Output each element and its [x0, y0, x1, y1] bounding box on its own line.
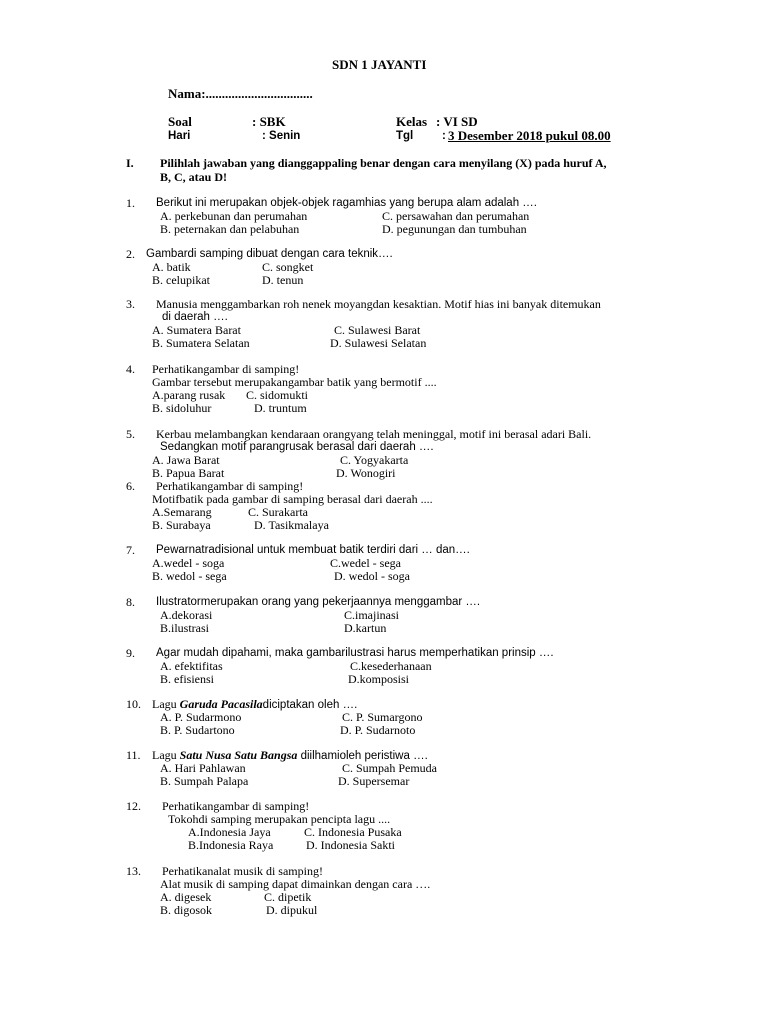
question-number: 1. [126, 196, 135, 210]
soal-label: Soal [168, 114, 192, 129]
option-d: D. Tasikmalaya [254, 518, 329, 532]
option-c: C.kesederhanaan [350, 659, 432, 673]
option-a: A. Jawa Barat [152, 453, 220, 467]
kelas-label: Kelas [396, 114, 428, 129]
option-c: C. Yogyakarta [340, 453, 409, 467]
option-a: A. digesek [160, 890, 212, 904]
option-d: D. Indonesia Sakti [306, 838, 395, 852]
tgl-label: Tgl [396, 130, 414, 142]
question-text-line2: di daerah …. [162, 311, 228, 323]
option-c: C. Sulawesi Barat [334, 323, 421, 337]
soal-value: : SBK [252, 114, 286, 129]
option-a: A.Indonesia Jaya [188, 825, 271, 839]
option-a: A.wedel - soga [152, 556, 225, 570]
option-d: D. tenun [262, 273, 304, 287]
option-c: C.imajinasi [344, 608, 399, 622]
option-d: D. P. Sudarnoto [340, 723, 416, 737]
option-a: A. perkebunan dan perumahan [160, 209, 308, 223]
question-text: Manusia menggambarkan roh nenek moyangdan kesaktian. Motif hias ini banyak ditemukan [156, 297, 601, 311]
song-title: Garuda Pacasila [179, 697, 263, 711]
hari-value: : Senin [262, 130, 301, 142]
option-a: A. Hari Pahlawan [160, 761, 246, 775]
question-text: Perhatikangambar di samping! [152, 362, 300, 376]
option-b: B. digosok [160, 903, 213, 917]
question-number: 9. [126, 646, 135, 660]
kelas-value: : VI SD [436, 114, 478, 129]
option-c: C. songket [262, 260, 314, 274]
option-d: D. Wonogiri [336, 466, 396, 480]
section-instruction-line2: B, C, atau D! [160, 170, 228, 184]
question-text: Perhatikanalat musik di samping! [162, 864, 323, 878]
option-a: A.parang rusak [152, 388, 226, 402]
hari-label: Hari [168, 130, 191, 142]
question-number: 6. [126, 479, 135, 493]
option-b: B. Sumatera Selatan [152, 336, 250, 350]
option-b: B. Papua Barat [152, 466, 225, 480]
question-number: 8. [126, 595, 135, 609]
question-text-line2: Sedangkan motif parangrusak berasal dari daerah …. [160, 441, 434, 453]
question-post: diciptakan oleh …. [262, 699, 358, 711]
option-b: B. P. Sudartono [160, 723, 235, 737]
question-text: Pewarnatradisional untuk membuat batik terdiri dari … dan…. [156, 544, 470, 556]
option-a: A. efektifitas [160, 659, 223, 673]
question-pre: Lagu [152, 697, 180, 711]
question-text: Kerbau melambangkan kendaraan orangyang telah meninggal, motif ini berasal adari Bali. [156, 427, 592, 441]
question-text-line2: Motifbatik pada gambar di samping berasal dari daerah .... [152, 492, 433, 506]
question-number: 11. [126, 748, 141, 762]
question-number: 2. [126, 247, 135, 261]
question-pre: Lagu [152, 748, 180, 762]
option-d: D.kartun [344, 621, 387, 635]
question-text: Agar mudah dipahami, maka gambarilustrasi harus memperhatikan prinsip …. [156, 647, 554, 659]
question-text-line2: Gambar tersebut merupakangambar batik yang bermotif .... [152, 375, 437, 389]
question-post: diilhamioleh peristiwa …. [297, 750, 428, 762]
question-text: Perhatikangambar di samping! [156, 479, 304, 493]
option-a: A.dekorasi [160, 608, 213, 622]
option-d: D. wedol - soga [334, 569, 410, 583]
question-text-line2: Tokohdi samping merupakan pencipta lagu .... [168, 812, 391, 826]
question-text: Ilustratormerupakan orang yang pekerjaannya menggambar …. [156, 596, 481, 608]
option-c: C.wedel - sega [330, 556, 401, 570]
tgl-value: 3 Desember 2018 pukul 08.00 [448, 128, 611, 143]
option-b: B. celupikat [152, 273, 210, 287]
nama-field: Nama:................................. [168, 86, 313, 101]
option-c: C. sidomukti [246, 388, 309, 402]
option-c: C. Sumpah Pemuda [342, 761, 437, 775]
question-number: 10. [126, 697, 141, 711]
option-b: B. sidoluhur [152, 401, 212, 415]
question-number: 4. [126, 362, 135, 376]
option-c: C. dipetik [264, 890, 312, 904]
question-text-line2: Alat musik di samping dapat dimainkan dengan cara …. [160, 877, 431, 891]
option-b: B. efisiensi [160, 672, 214, 686]
option-b: B.ilustrasi [160, 621, 210, 635]
option-d: D. Supersemar [338, 774, 410, 788]
question-number: 5. [126, 427, 135, 441]
question-number: 3. [126, 297, 135, 311]
question-number: 12. [126, 799, 141, 813]
option-b: B. wedol - sega [152, 569, 227, 583]
option-c: C. persawahan dan perumahan [382, 209, 530, 223]
question-text: Gambardi samping dibuat dengan cara teknik…. [146, 248, 393, 260]
question-number: 13. [126, 864, 141, 878]
option-a: A.Semarang [152, 505, 212, 519]
option-c: C. Indonesia Pusaka [304, 825, 402, 839]
section-instruction-line1: Pilihlah jawaban yang dianggappaling benar dengan cara menyilang (X) pada huruf A, [160, 156, 607, 170]
option-d: D. truntum [254, 401, 307, 415]
option-d: D. dipukul [266, 903, 318, 917]
option-a: A. Sumatera Barat [152, 323, 241, 337]
option-d: D.komposisi [348, 672, 410, 686]
question-text: Berikut ini merupakan objek-objek ragamhias yang berupa alam adalah …. [156, 197, 537, 209]
song-title: Satu Nusa Satu Bangsa [179, 748, 298, 762]
option-c: C. Surakarta [248, 505, 308, 519]
school-name: SDN 1 JAYANTI [332, 57, 427, 72]
tgl-colon: : [442, 130, 446, 142]
question-text: Perhatikangambar di samping! [162, 799, 310, 813]
question-number: 7. [126, 543, 135, 557]
option-b: B. peternakan dan pelabuhan [160, 222, 300, 236]
section-number: I. [126, 156, 134, 170]
option-b: B. Surabaya [152, 518, 211, 532]
option-b: B. Sumpah Palapa [160, 774, 249, 788]
option-d: D. pegunungan dan tumbuhan [382, 222, 527, 236]
option-a: A. P. Sudarmono [160, 710, 242, 724]
option-a: A. batik [152, 260, 191, 274]
option-b: B.Indonesia Raya [188, 838, 274, 852]
option-c: C. P. Sumargono [342, 710, 423, 724]
option-d: D. Sulawesi Selatan [330, 336, 427, 350]
